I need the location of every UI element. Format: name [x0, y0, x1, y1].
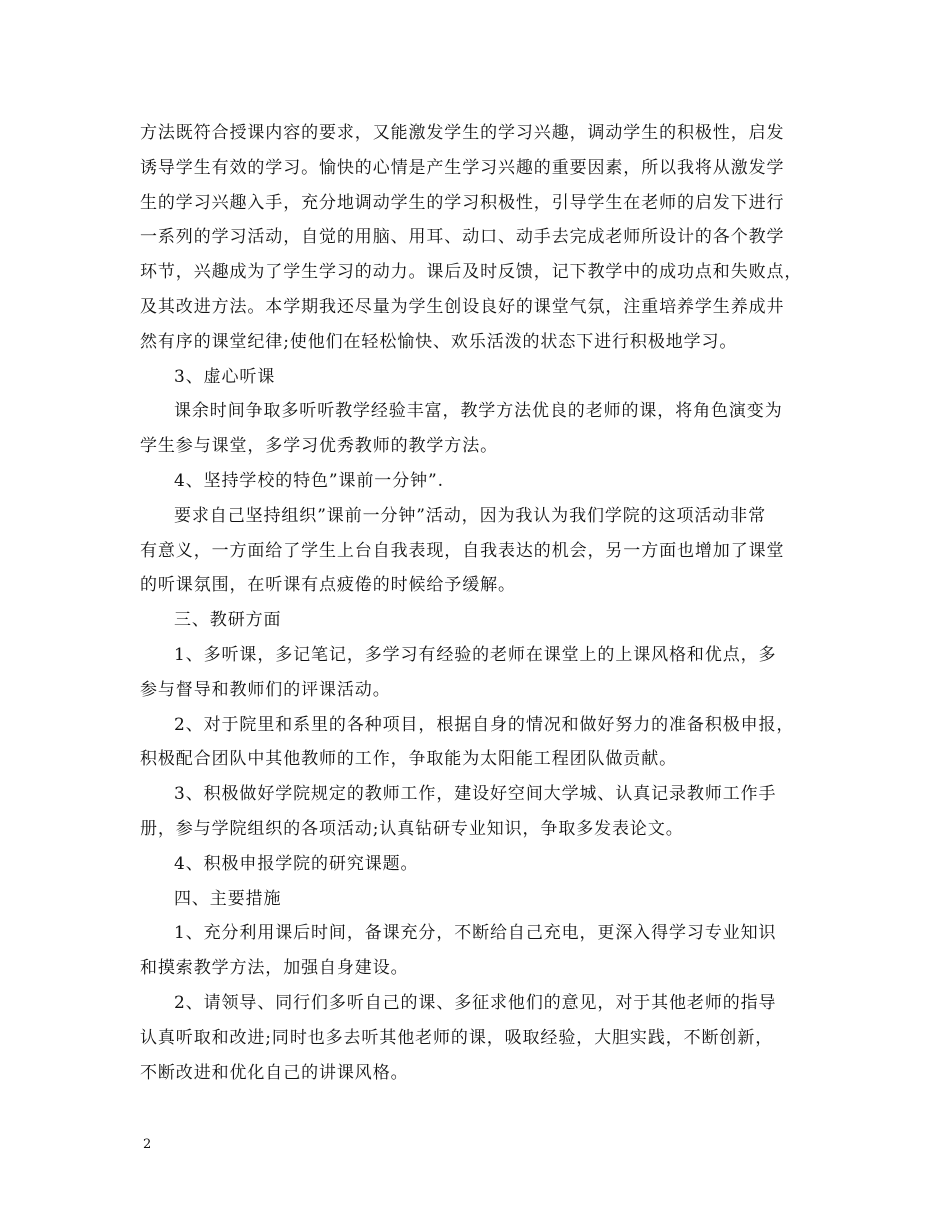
- body-line: 3、积极做好学院规定的教师工作，建设好空间大学城、认真记录教师工作手: [174, 784, 777, 805]
- section-heading: 4、坚持学校的特色”课前一分钟”.: [174, 470, 444, 491]
- body-line: 要求自己坚持组织”课前一分钟”活动，因为我认为我们学院的这项活动非常: [174, 505, 766, 526]
- body-line: 1、多听课，多记笔记，多学习有经验的老师在课堂上的上课风格和优点，多: [174, 644, 777, 665]
- body-line: 1、充分利用课后时间，备课充分，不断给自己充电，更深入得学习专业知识: [174, 923, 777, 944]
- body-line: 环节，兴趣成为了学生学习的动力。课后及时反馈，记下教学中的成功点和失败点，: [140, 262, 803, 283]
- body-line: 认真听取和改进;同时也多去听其他老师的课，吸取经验，大胆实践，不断创新，: [140, 1027, 774, 1048]
- page-number: 2: [143, 1137, 152, 1152]
- body-line: 一系列的学习活动，自觉的用脑、用耳、动口、动手去完成老师所设计的各个教学: [140, 227, 785, 248]
- body-line: 的听课氛围，在听课有点疲倦的时候给予缓解。: [140, 575, 516, 596]
- body-line: 积极配合团队中其他教师的工作，争取能为太阳能工程团队做贡献。: [140, 749, 677, 770]
- body-line: 参与督导和教师们的评课活动。: [140, 679, 391, 700]
- body-line: 2、请领导、同行们多听自己的课、多征求他们的意见，对于其他老师的指导: [174, 992, 777, 1013]
- body-line: 册，参与学院组织的各项活动;认真钻研专业知识，争取多发表论文。: [140, 818, 684, 839]
- body-line: 课余时间争取多听听教学经验丰富，教学方法优良的老师的课，将角色演变为: [174, 401, 783, 422]
- section-heading: 三、教研方面: [174, 610, 282, 631]
- body-line: 不断改进和优化自己的讲课风格。: [140, 1062, 409, 1083]
- body-line: 4、积极申报学院的研究课题。: [174, 853, 419, 874]
- body-line: 然有序的课堂纪律;使他们在轻松愉快、欢乐活泼的状态下进行积极地学习。: [140, 331, 738, 352]
- body-line: 生的学习兴趣入手，充分地调动学生的学习积极性，引导学生在老师的启发下进行: [140, 192, 785, 213]
- body-line: 和摸索教学方法，加强自身建设。: [140, 958, 409, 979]
- body-line: 方法既符合授课内容的要求，又能激发学生的学习兴趣，调动学生的积极性，启发: [140, 123, 785, 143]
- body-line: 学生参与课堂，多学习优秀教师的教学方法。: [140, 436, 498, 457]
- section-heading: 3、虚心听课: [174, 366, 276, 387]
- body-line: 诱导学生有效的学习。愉快的心情是产生学习兴趣的重要因素，所以我将从激发学: [140, 157, 785, 178]
- body-line: 有意义，一方面给了学生上台自我表现，自我表达的机会，另一方面也增加了课堂: [140, 540, 785, 561]
- body-line: 及其改进方法。本学期我还尽量为学生创设良好的课堂气氛，注重培养学生养成井: [140, 296, 785, 317]
- document-body: [140, 116, 820, 1090]
- body-line: 2、对于院里和系里的各种项目，根据自身的情况和做好努力的准备积极申报，: [174, 714, 795, 735]
- section-heading: 四、主要措施: [174, 888, 282, 909]
